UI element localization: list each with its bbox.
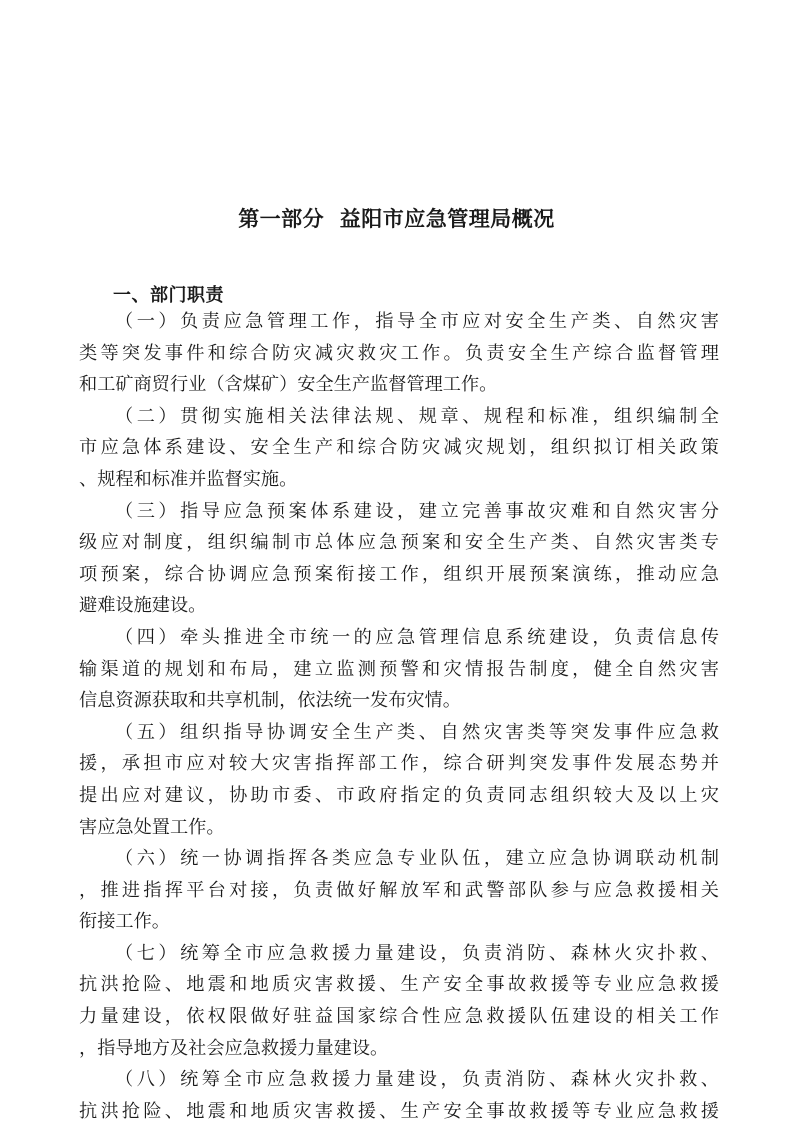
text-line: 援，承担市应对较大灾害指挥部工作，综合研判突发事件发展态势并 bbox=[79, 753, 719, 775]
paragraph-duty-7 bbox=[79, 938, 719, 1064]
text-line: ，推进指挥平台对接，负责做好解放军和武警部队参与应急救援相关 bbox=[79, 879, 719, 901]
text-line: 信息资源获取和共享机制，依法统一发布灾情。 bbox=[79, 690, 461, 712]
text-line: （六）统一协调指挥各类应急专业队伍，建立应急协调联动机制 bbox=[115, 848, 719, 870]
page-title: 第一部分 益阳市应急管理局概况 bbox=[238, 207, 555, 231]
body-text bbox=[79, 306, 719, 1127]
text-line: 抗洪抢险、地震和地质灾害救援、生产安全事故救援等专业应急救援 bbox=[79, 1100, 719, 1122]
text-line: 、规程和标准并监督实施。 bbox=[79, 468, 298, 490]
text-line: 抗洪抢险、地震和地质灾害救援、生产安全事故救援等专业应急救援 bbox=[79, 974, 719, 996]
text-line: 级应对制度，组织编制市总体应急预案和安全生产类、自然灾害类专 bbox=[79, 532, 719, 554]
text-line: 和工矿商贸行业（含煤矿）安全生产监督管理工作。 bbox=[79, 374, 498, 396]
text-line: （四）牵头推进全市统一的应急管理信息系统建设，负责信息传 bbox=[115, 626, 719, 648]
text-line: （一）负责应急管理工作，指导全市应对安全生产类、自然灾害 bbox=[115, 311, 719, 332]
paragraph-duty-4 bbox=[79, 622, 719, 717]
text-line: 衔接工作。 bbox=[79, 911, 170, 933]
text-line: 项预案，综合协调应急预案衔接工作，组织开展预案演练，推动应急 bbox=[79, 563, 719, 585]
text-line: 避难设施建设。 bbox=[79, 595, 207, 617]
text-line: 输渠道的规划和布局，建立监测预警和灾情报告制度，健全自然灾害 bbox=[79, 658, 719, 680]
paragraph-duty-1 bbox=[79, 306, 719, 401]
paragraph-duty-5 bbox=[79, 717, 719, 843]
section-heading: 一、部门职责 bbox=[113, 285, 224, 306]
text-line: 提出应对建议，协助市委、市政府指定的负责同志组织较大及以上灾 bbox=[79, 784, 719, 806]
text-line: （三）指导应急预案体系建设，建立完善事故灾难和自然灾害分 bbox=[115, 500, 719, 522]
text-line: （七）统筹全市应急救援力量建设，负责消防、森林火灾扑救、 bbox=[115, 942, 719, 964]
text-line: ，指导地方及社会应急救援力量建设。 bbox=[79, 1037, 389, 1059]
paragraph-duty-2 bbox=[79, 401, 719, 496]
text-line: 类等突发事件和综合防灾减灾救灾工作。负责安全生产综合监督管理 bbox=[79, 342, 719, 364]
paragraph-duty-6 bbox=[79, 843, 719, 938]
paragraph-duty-3 bbox=[79, 496, 719, 622]
paragraph-duty-8 bbox=[79, 1064, 719, 1127]
text-line: 市应急体系建设、安全生产和综合防灾减灾规划，组织拟订相关政策 bbox=[79, 437, 719, 459]
text-line: （二）贯彻实施相关法律法规、规章、规程和标准，组织编制全 bbox=[115, 405, 719, 427]
text-line: （五）组织指导协调安全生产类、自然灾害类等突发事件应急救 bbox=[115, 721, 719, 743]
text-line: 害应急处置工作。 bbox=[79, 816, 225, 838]
text-line: （八）统筹全市应急救援力量建设，负责消防、森林火灾扑救、 bbox=[115, 1069, 719, 1091]
text-line: 力量建设，依权限做好驻益国家综合性应急救援队伍建设的相关工作 bbox=[79, 1006, 719, 1028]
